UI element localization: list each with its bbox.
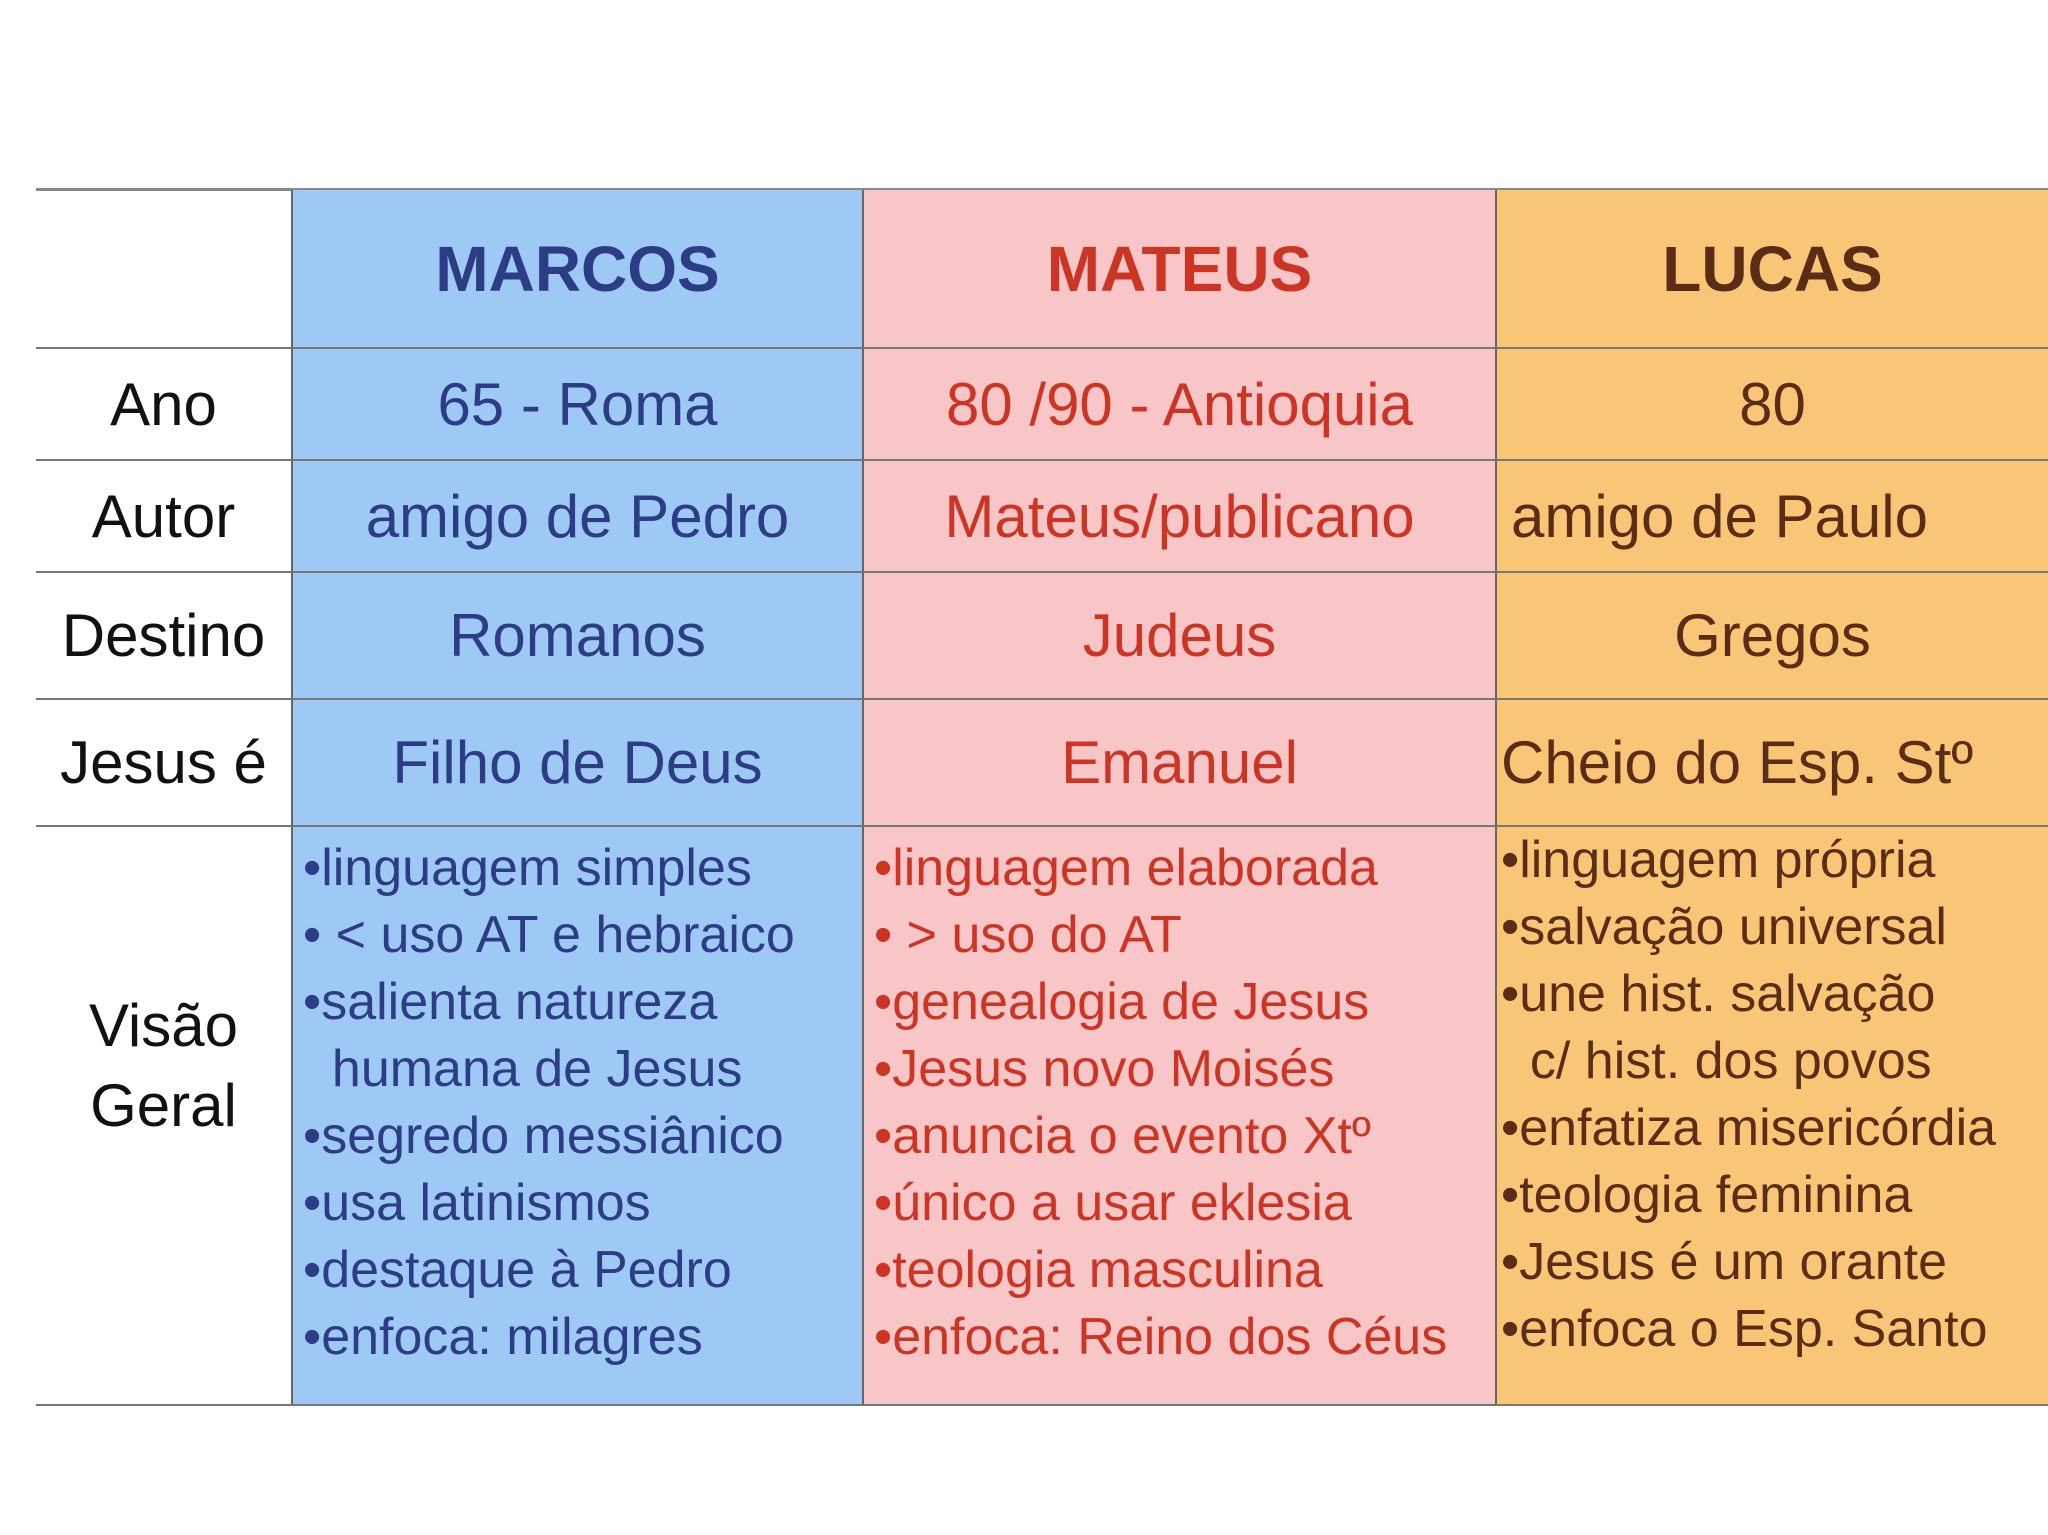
row-label-autor: Autor [36,461,291,573]
marcos-destino: Romanos [291,573,862,700]
list-item: • < uso AT e hebraico [303,906,795,964]
list-item: •enfoca: milagres [303,1308,703,1366]
list-item: •usa latinismos [303,1174,651,1232]
list-item: •linguagem elaborada [874,839,1378,897]
list-item: •destaque à Pedro [303,1241,732,1299]
list-item: •une hist. salvação [1501,965,1936,1023]
header-corner-cell [36,190,291,349]
list-item: •genealogia de Jesus [874,973,1370,1031]
marcos-visao-list [291,827,862,1406]
list-item: •enfoca: Reino dos Céus [874,1308,1448,1366]
mateus-autor: Mateus/publicano [862,461,1495,573]
list-item: • > uso do AT [874,906,1182,964]
list-item: •segredo messiânico [303,1107,784,1165]
lucas-autor: amigo de Paulo [1495,461,2048,573]
mateus-jesus: Emanuel [862,700,1495,827]
row-label-visao-geral [36,827,291,1406]
list-item: •teologia feminina [1501,1166,1913,1224]
list-item: •enfatiza misericórdia [1501,1099,1997,1157]
header-mateus: MATEUS [862,190,1495,349]
list-item: •Jesus é um orante [1501,1233,1947,1291]
lucas-jesus: Cheio do Esp. Stº [1495,700,2048,827]
list-item: •linguagem simples [303,839,752,897]
list-item: •salvação universal [1501,898,1947,956]
list-item: c/ hist. dos povos [1501,1032,1932,1090]
list-item: •enfoca o Esp. Santo [1501,1300,1988,1358]
header-marcos: MARCOS [291,190,862,349]
marcos-autor: amigo de Pedro [291,461,862,573]
gospels-comparison-table [36,190,2048,1406]
list-item: •teologia masculina [874,1241,1323,1299]
lucas-visao-list [1495,827,2048,1406]
list-item: •linguagem própria [1501,831,1936,889]
marcos-jesus: Filho de Deus [291,700,862,827]
row-label-ano: Ano [36,349,291,461]
mateus-ano: 80 /90 - Antioquia [862,349,1495,461]
visao-label-line1: Visão [88,991,238,1059]
list-item: •Jesus novo Moisés [874,1040,1335,1098]
row-label-jesus: Jesus é [36,700,291,827]
lucas-destino: Gregos [1495,573,2048,700]
visao-label-line2: Geral [90,1071,237,1139]
list-item: •anuncia o evento Xtº [874,1107,1371,1165]
header-lucas: LUCAS [1495,190,2048,349]
mateus-destino: Judeus [862,573,1495,700]
list-item: •salienta natureza [303,973,718,1031]
mateus-visao-list [862,827,1495,1406]
list-item: humana de Jesus [303,1040,743,1098]
marcos-ano: 65 - Roma [291,349,862,461]
lucas-ano: 80 [1495,349,2048,461]
list-item: •único a usar eklesia [874,1174,1352,1232]
row-label-destino: Destino [36,573,291,700]
